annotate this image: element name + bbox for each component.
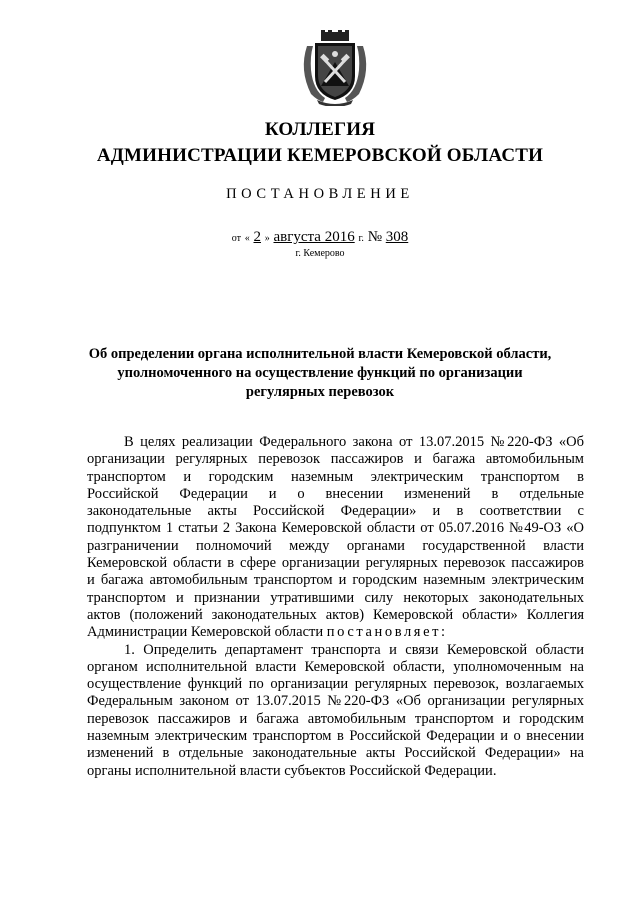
- body-line: подпунктом 1 статьи 2 Закона Кемеровской области от 05.07.2016 №49-ОЗ «О: [87, 520, 584, 537]
- body-line: органом исполнительной власти Кемеровской области, уполномоченным на: [87, 658, 584, 675]
- doc-type: ПОСТАНОВЛЕНИЕ: [226, 186, 414, 202]
- date-month-year: августа 2016: [273, 229, 355, 245]
- date-year-suffix: г.: [358, 233, 364, 244]
- body-line: и багажа автомобильным транспортом и городским наземным электрическим: [87, 572, 584, 589]
- doc-number-sign: №: [367, 229, 382, 245]
- body-line: разграничении полномочий между органами государственной власти: [87, 537, 584, 554]
- doc-date-line: [0, 229, 640, 246]
- body-line: В целях реализации Федерального закона от 13.07.2015 №220-ФЗ «Об: [124, 434, 584, 450]
- title-line: Об определении органа исполнительной власти Кемеровской области,: [88, 346, 552, 362]
- body-line: транспортом и городским наземным электрическим транспортом в: [87, 468, 584, 485]
- date-open-quote: «: [244, 233, 250, 244]
- body-line: организации регулярных перевозок пассажиров и багажа автомобильным: [87, 451, 584, 468]
- body-line: перевозок пассажиров и багажа автомобильным транспортом и городским: [87, 710, 584, 727]
- date-prefix: от: [231, 233, 241, 244]
- body-line: Федеральным законом от 13.07.2015 №220-ФЗ «Об организации регулярных: [87, 693, 584, 710]
- date-day: 2: [253, 229, 261, 245]
- doc-city: г. Кемерово: [295, 248, 345, 259]
- body-line: [87, 624, 584, 641]
- doc-number: 308: [385, 229, 409, 245]
- kemerovo-coat-of-arms-icon: [297, 30, 373, 106]
- org-name-line1: КОЛЛЕГИЯ: [264, 119, 376, 140]
- resolves-word: постановляет:: [326, 624, 448, 641]
- body-line: изменений в отдельные законодательные акты Российской Федерации» на: [87, 745, 584, 762]
- body-line: законодательные акты Российской Федерации» и в соответствии с: [87, 503, 584, 520]
- doc-title: [80, 345, 560, 402]
- body-line: осуществление функций по организации регулярных перевозок, возлагаемых: [87, 676, 584, 693]
- body-line: транспортом и признании утратившими силу некоторых законодательных: [87, 589, 584, 606]
- paragraph-item-1: [87, 642, 584, 780]
- paragraph-preamble: [87, 434, 584, 642]
- body-line: актов (положений законодательных актов) Кемеровской области» Коллегия: [87, 606, 584, 623]
- date-close-quote: »: [264, 233, 270, 244]
- org-name-line2: АДМИНИСТРАЦИИ КЕМЕРОВСКОЙ ОБЛАСТИ: [96, 145, 544, 166]
- body-line: органы исполнительной власти субъектов Российской Федерации.: [87, 762, 497, 779]
- doc-body: [87, 434, 584, 780]
- body-line: наземным электрическим транспортом в Российской Федерации и о внесении: [87, 728, 584, 745]
- title-line: уполномоченного на осуществление функций по организации: [117, 365, 523, 381]
- body-line: Кемеровской области в сфере организации регулярных перевозок пассажиров: [87, 555, 584, 572]
- body-line: Российской Федерации и о внесении изменений в отдельные: [87, 485, 584, 502]
- body-line: 1. Определить департамент транспорта и связи Кемеровской области: [124, 641, 584, 658]
- body-line-text: Администрации Кемеровской области: [87, 624, 324, 641]
- title-line: регулярных перевозок: [245, 384, 395, 400]
